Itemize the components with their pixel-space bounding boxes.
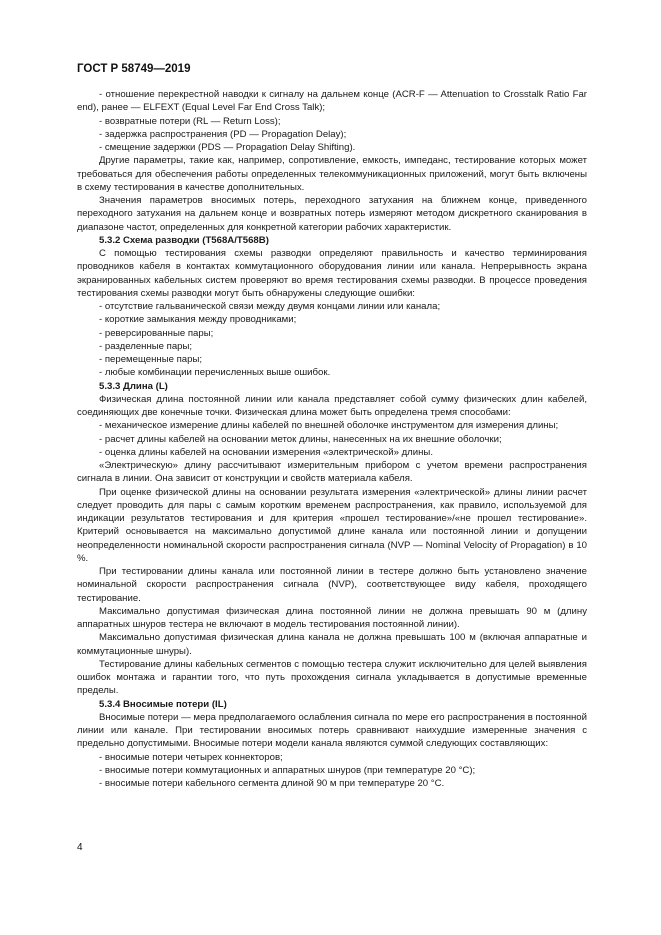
paragraph: Физическая длина постоянной линии или канала представляет собой сумму физических длин кабелей, соединяющих две конечные точки. Физическая длина может быть определена тремя способами: [77,393,587,418]
paragraph: - перемещенные пары; [99,354,203,365]
paragraph: - отношение перекрестной наводки к сигналу на дальнем конце (ACR-F — Attenuation to Crosstalk Ratio Far end), ранее — ELFEXT (Equal Level Far End Cross Talk); [77,89,587,114]
section-heading: 5.3.2 Схема разводки (T568A/T568B) [99,234,269,246]
paragraph: Вносимые потери — мера предполагаемого ослабления сигнала по мере его распространения в постоянной линии или канале. При тестировании вносимых потерь сравнивают наихудшие измеренные значения с предельно допустимыми. Вносимые потери модели канала являются суммой следующих составляющих: [77,711,587,750]
paragraph: - короткие замыкания между проводниками; [99,314,297,326]
paragraph: - вносимые потери кабельного сегмента длиной 90 м при температуре 20 °C. [99,778,445,789]
paragraph: При оценке физической длины на основании результата измерения «электрической» длины линии расчет следует проводить для пары с самым коротким временем распространения, как правило, используемой для индикации результатов тестирования и для критерия «прошел тестирование»/«не прошел тестирование». Критерий основывается на максимально допустимой длине канала или постоянной линии и допущении неопределенности номинальной скорости распространения сигнала (NVP — Nominal Velocity of Propagation) в 10 %. [77,486,587,564]
paragraph: Другие параметры, такие как, например, сопротивление, емкость, импеданс, тестирование которых может требоваться для обеспечения работы определенных телекоммуникационных приложений, могут быть включены в схему тестирования в качестве дополнительных. [77,155,587,193]
paragraph: - любые комбинации перечисленных выше ошибок. [99,367,331,379]
page-number: 4 [77,842,83,853]
paragraph: Значения параметров вносимых потерь, переходного затухания на ближнем конце, приведенного переходного затухания на дальнем конце и возвратных потерь измеряют методом дискретного сканирования в диапазоне частот, определенных для конкретной категории рабочих характеристик. [77,195,587,233]
paragraph: «Электрическую» длину рассчитывают измерительным прибором с учетом времени распространения сигнала в линии. Она зависит от конструкции и свойств материала кабеля. [77,460,587,485]
paragraph: - смещение задержки (PDS — Propagation Delay Shifting). [99,142,356,153]
paragraph: С помощью тестирования схемы разводки определяют правильность и качество терминирования проводников кабеля в контактах коммутационного оборудования линии или канала. Непрерывность экрана экранированных кабельных систем проверяют во время тестирования схемы разводки. В процессе проведения тестирования схемы разводки могут быть обнаружены следующие ошибки: [77,248,587,299]
section-heading: 5.3.4 Вносимые потери (IL) [99,698,227,710]
paragraph: - возвратные потери (RL — Return Loss); [99,115,281,127]
paragraph: - отсутствие гальванической связи между двумя концами линии или канала; [99,301,441,312]
body-text [77,88,587,790]
section-heading: 5.3.3 Длина (L) [99,380,168,392]
document-header: ГОСТ Р 58749—2019 [77,63,191,75]
paragraph: Максимально допустимая физическая длина постоянной линии не должна превышать 90 м (длину аппаратных шнуров тестера не включают в модель тестирования постоянной линии). [77,605,587,630]
paragraph: - вносимые потери коммутационных и аппаратных шнуров (при температуре 20 °C); [99,764,476,776]
paragraph: - оценка длины кабелей на основании измерения «электрической» длины. [99,446,433,458]
paragraph: - задержка распространения (PD — Propagation Delay); [99,128,347,140]
paragraph: При тестировании длины канала или постоянной линии в тестере должно быть установлено значение номинальной скорости распространения сигнала (NVP), соответствующее виду кабеля, проходящего тестирование. [77,566,587,604]
paragraph: - расчет длины кабелей на основании меток длины, нанесенных на их внешние оболочки; [99,433,502,445]
paragraph: - вносимые потери четырех коннекторов; [99,751,283,763]
paragraph: - реверсированные пары; [99,327,214,339]
paragraph: Максимально допустимая физическая длина канала не должна превышать 100 м (включая аппаратные и коммутационные шнуры). [77,632,587,657]
paragraph: Тестирование длины кабельных сегментов с помощью тестера служит исключительно для целей выявления ошибок монтажа и гарантии того, что путь прохождения сигнала укладывается в допустимые временные пределы. [77,658,587,697]
paragraph: - механическое измерение длины кабелей по внешней оболочке инструментом для измерения длины; [99,420,559,432]
paragraph: - разделенные пары; [99,340,193,352]
